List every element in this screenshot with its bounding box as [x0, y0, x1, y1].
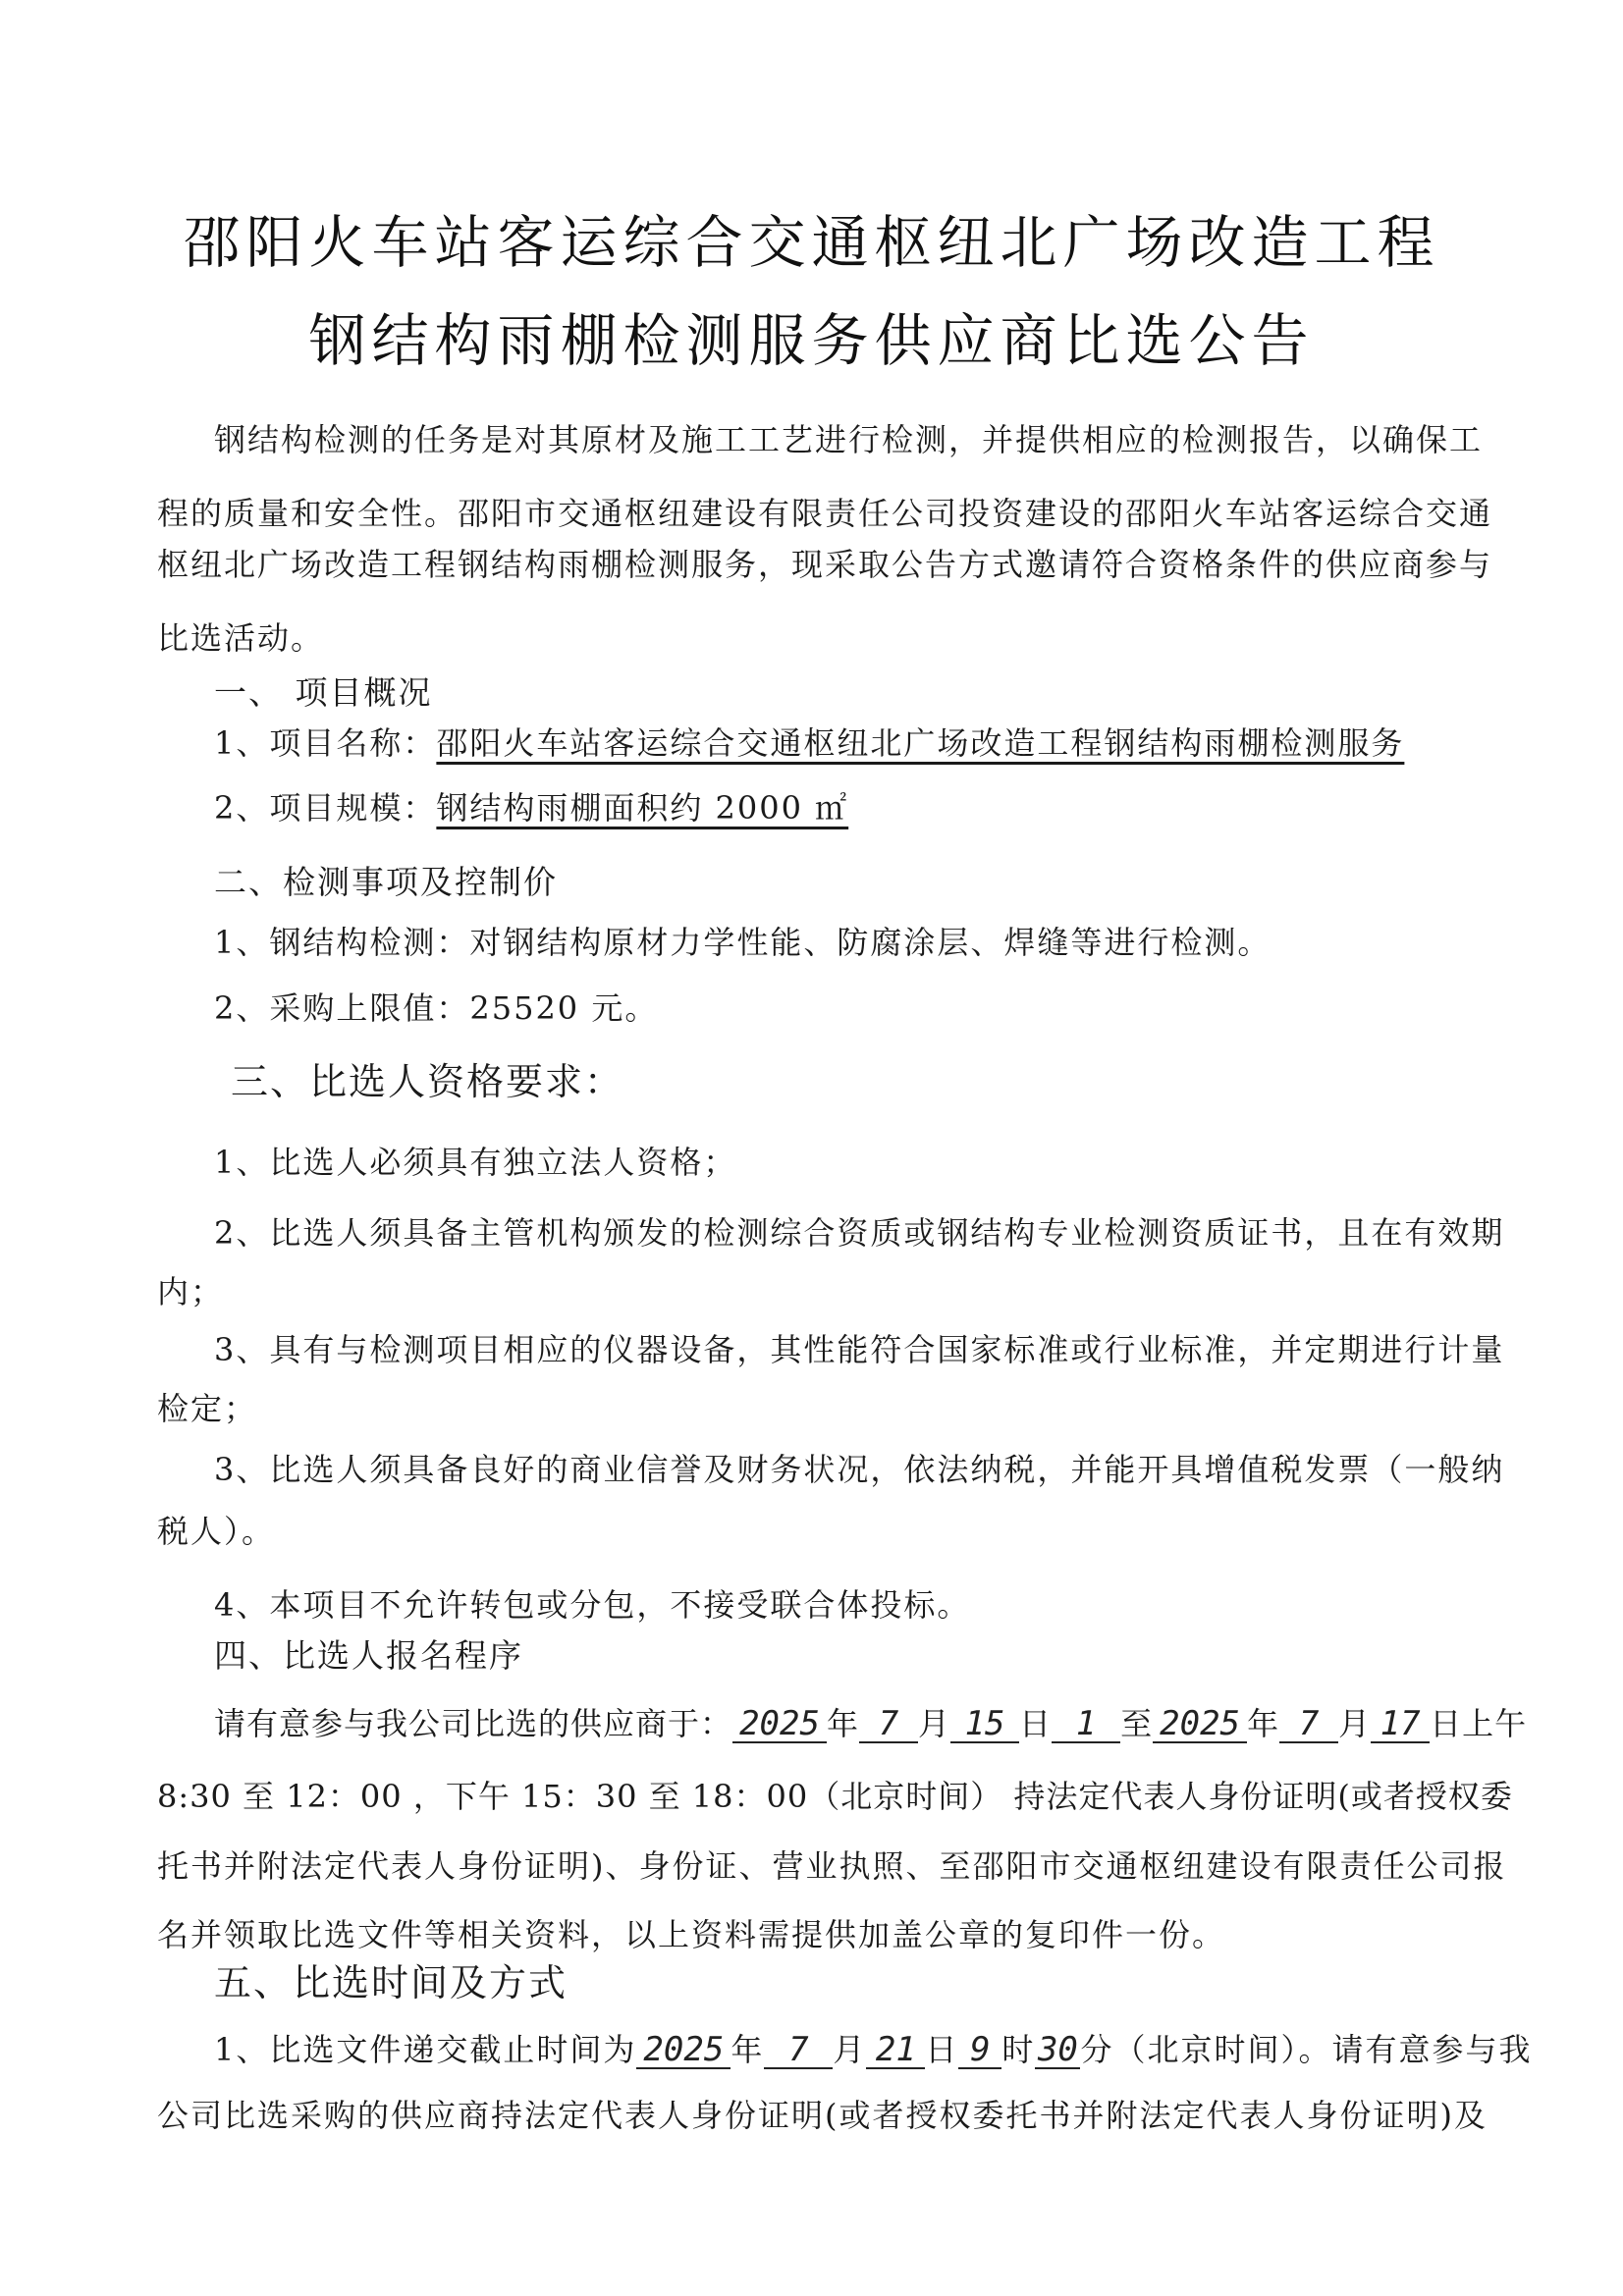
deadline-year: 2025	[636, 2032, 730, 2069]
start-extra: 1	[1052, 1706, 1120, 1743]
price-cap: 2、采购上限值：25520 元。	[214, 989, 659, 1027]
start-month: 7	[859, 1706, 918, 1743]
qualification-3-line2: 检定；	[157, 1390, 258, 1427]
project-name-row	[214, 723, 1530, 763]
intro-line-1: 钢结构检测的任务是对其原材及施工工艺进行检测，并提供相应的检测报告，以确保工	[214, 421, 1484, 458]
section3-heading: 三、比选人资格要求：	[231, 1060, 624, 1103]
deadline-year-label: 年	[730, 2031, 765, 2068]
project-name-value: 邵阳火车站客运综合交通枢纽北广场改造工程钢结构雨棚检测服务	[436, 724, 1405, 762]
deadline-hour: 9	[958, 2032, 1001, 2069]
start-year: 2025	[732, 1706, 827, 1743]
project-scale-label: 2、项目规模：	[214, 789, 437, 827]
qualification-2-line2: 内；	[157, 1273, 225, 1310]
deadline-hour-label: 时	[1001, 2031, 1036, 2068]
deadline-minute: 30	[1035, 2032, 1080, 2069]
section5-heading: 五、比选时间及方式	[214, 1961, 568, 2004]
start-day-label: 日	[1019, 1705, 1053, 1742]
deadline-month: 7	[764, 2032, 833, 2069]
registration-period-row	[214, 1704, 1530, 1743]
project-scale-row	[214, 788, 1530, 828]
registration-line-4: 名并领取比选文件等相关资料，以上资料需提供加盖公章的复印件一份。	[157, 1916, 1226, 1953]
start-year-label: 年	[827, 1705, 860, 1742]
registration-intro: 请有意参与我公司比选的供应商于：	[214, 1705, 733, 1742]
project-name-label: 1、项目名称：	[214, 724, 437, 762]
deadline-day-label: 日	[925, 2031, 959, 2068]
start-day: 15	[950, 1706, 1019, 1743]
deadline-line-2: 公司比选采购的供应商持法定代表人身份证明(或者授权委托书并附法定代表人身份证明)及	[157, 2097, 1488, 2134]
qualification-3-line1: 3、具有与检测项目相应的仪器设备，其性能符合国家标准或行业标准，并定期进行计量	[214, 1331, 1505, 1368]
project-scale-value: 钢结构雨棚面积约 2000 ㎡	[436, 789, 849, 827]
end-month: 7	[1279, 1706, 1338, 1743]
qualification-4-line2: 税人）。	[157, 1513, 276, 1550]
registration-line-2: 8:30 至 12：00 ，下午 15：30 至 18：00（北京时间） 持法定代表人身份证明(或者授权委	[157, 1778, 1513, 1815]
document-title-line1: 邵阳火车站客运综合交通枢纽北广场改造工程	[183, 209, 1440, 276]
end-day-label: 日上午	[1430, 1705, 1528, 1742]
deadline-row	[214, 2030, 1533, 2069]
qualification-4-line1: 3、比选人须具备良好的商业信誉及财务状况，依法纳税，并能开具增值税发票（一般纳	[214, 1451, 1505, 1488]
inspection-item: 1、钢结构检测：对钢结构原材力学性能、防腐涂层、焊缝等进行检测。	[214, 924, 1271, 961]
qualification-5: 4、本项目不允许转包或分包，不接受联合体投标。	[214, 1586, 971, 1624]
document-title-line2: 钢结构雨棚检测服务供应商比选公告	[308, 307, 1315, 374]
end-day: 17	[1371, 1706, 1430, 1743]
section2-heading: 二、检测事项及控制价	[214, 863, 558, 901]
intro-line-4: 比选活动。	[157, 619, 325, 657]
intro-line-2: 程的质量和安全性。邵阳市交通枢纽建设有限责任公司投资建设的邵阳火车站客运综合交通	[157, 495, 1493, 532]
deadline-suffix: 分（北京时间）。请有意参与我	[1080, 2031, 1533, 2068]
start-month-label: 月	[918, 1705, 951, 1742]
section4-heading: 四、比选人报名程序	[214, 1636, 523, 1675]
qualification-1: 1、比选人必须具有独立法人资格；	[214, 1144, 737, 1181]
to-label: 至	[1120, 1705, 1154, 1742]
intro-line-3: 枢纽北广场改造工程钢结构雨棚检测服务，现采取公告方式邀请符合资格条件的供应商参与	[157, 546, 1493, 583]
qualification-2-line1: 2、比选人须具备主管机构颁发的检测综合资质或钢结构专业检测资质证书，且在有效期	[214, 1214, 1505, 1252]
section1-heading: 一、 项目概况	[214, 673, 433, 712]
deadline-month-label: 月	[833, 2031, 867, 2068]
deadline-day: 21	[866, 2032, 925, 2069]
end-year-label: 年	[1247, 1705, 1280, 1742]
registration-line-3: 托书并附法定代表人身份证明)、身份证、营业执照、至邵阳市交通枢纽建设有限责任公司报	[157, 1847, 1507, 1885]
end-year: 2025	[1153, 1706, 1247, 1743]
end-month-label: 月	[1338, 1705, 1372, 1742]
deadline-intro: 1、比选文件递交截止时间为	[214, 2031, 637, 2068]
